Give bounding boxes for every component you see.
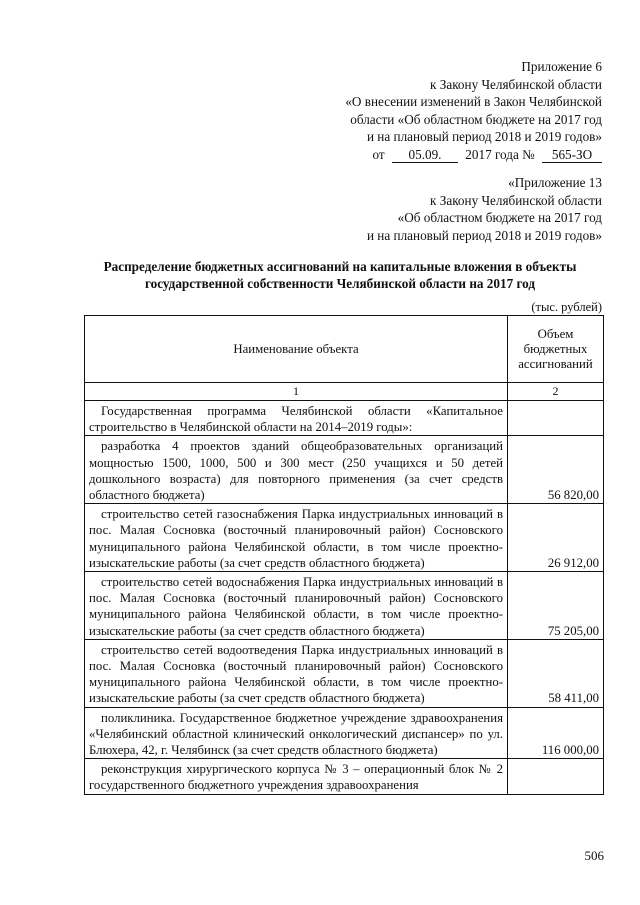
object-name-header: Наименование объекта xyxy=(85,316,508,383)
quote-law-ref: к Закону Челябинской области xyxy=(430,192,602,208)
object-name: поликлиника. Государственное бюджетное учреждение здравоохранения «Челябинский областной клинический онкологический диспансер» по ул. Блюхера, 42, г. Челябинск (за счет средств областного бюджета) xyxy=(85,707,508,759)
table-row xyxy=(85,759,604,794)
appendix-budget-line: области «Об областном бюджете на 2017 год xyxy=(350,111,602,127)
appendix-period-line: и на плановый период 2018 и 2019 годов» xyxy=(366,129,602,144)
from-label: от xyxy=(372,146,385,162)
title-line-1: Распределение бюджетных ассигнований на капитальные вложения в объекты xyxy=(103,259,577,274)
year-label: 2017 года № xyxy=(465,146,535,162)
column-number-2: 2 xyxy=(508,383,604,401)
object-name: строительство сетей газоснабжения Парка индустриальных инноваций в пос. Малая Сосновка (восточный планировочный район) Сосновского муниципального района Челябинской области, в том числе проектно-изыскательские работы (за счет средств областного бюджета) xyxy=(85,504,508,572)
appendix-date-line xyxy=(345,146,602,164)
appendix-law-ref: к Закону Челябинской области xyxy=(430,76,602,92)
object-name: реконструкция хирургического корпуса № 3 – операционный блок № 2 государственного бюджетного учреждения здравоохранения xyxy=(85,759,508,794)
column-number-1: 1 xyxy=(85,383,508,401)
appendix-header xyxy=(345,58,602,163)
object-amount: 56 820,00 xyxy=(508,436,604,504)
table-row xyxy=(85,504,604,572)
appendix-title: Приложение 6 xyxy=(521,59,602,74)
quote-appendix-title: «Приложение 13 xyxy=(508,175,602,190)
table-header-row xyxy=(85,316,604,383)
table-row xyxy=(85,436,604,504)
object-amount: 75 205,00 xyxy=(508,572,604,640)
budget-table xyxy=(84,315,604,795)
table-row xyxy=(85,572,604,640)
law-date: 05.09. xyxy=(392,148,458,163)
column-number-row xyxy=(85,383,604,401)
quote-period-line: и на плановый период 2018 и 2019 годов» xyxy=(366,227,602,243)
quote-budget-line: «Об областном бюджете на 2017 год xyxy=(397,210,602,225)
table-row xyxy=(85,401,604,436)
table-row xyxy=(85,639,604,707)
object-amount xyxy=(508,401,604,436)
appendix-amendment-line: «О внесении изменений в Закон Челябинской xyxy=(345,94,602,109)
page-number: 506 xyxy=(584,848,604,863)
law-number: 565-ЗО xyxy=(542,148,602,163)
object-amount: 116 000,00 xyxy=(508,707,604,759)
object-name: разработка 4 проектов зданий общеобразовательных организаций мощностью 1500, 1000, 500 и 300 мест (250 учащихся и 50 детей дошкольного возраста) для повторного применения (за счет средств областного бюджета) xyxy=(85,436,508,504)
appendix-quote xyxy=(367,174,602,244)
object-amount: 58 411,00 xyxy=(508,639,604,707)
object-amount: 26 912,00 xyxy=(508,504,604,572)
object-name: строительство сетей водоснабжения Парка индустриальных инноваций в пос. Малая Сосновка (восточный планировочный район) Сосновского муниципального района Челябинской области, в том числе проектно-изыскательские работы (за счет средств областного бюджета) xyxy=(85,572,508,640)
amount-header: Объем бюджетных ассигнований xyxy=(508,316,604,383)
title-line-2: государственной собственности Челябинской области на 2017 год xyxy=(144,276,536,291)
table-row xyxy=(85,707,604,759)
units-label: (тыс. рублей) xyxy=(531,300,602,314)
object-name: Государственная программа Челябинской области «Капитальное строительство в Челябинской области на 2014–2019 годы»: xyxy=(85,401,508,436)
object-amount xyxy=(508,759,604,794)
document-title xyxy=(60,258,620,292)
object-name: строительство сетей водоотведения Парка индустриальных инноваций в пос. Малая Сосновка (восточный планировочный район) Сосновского муниципального района Челябинской области, в том числе проектно-изыскательские работы (за счет средств областного бюджета) xyxy=(85,639,508,707)
